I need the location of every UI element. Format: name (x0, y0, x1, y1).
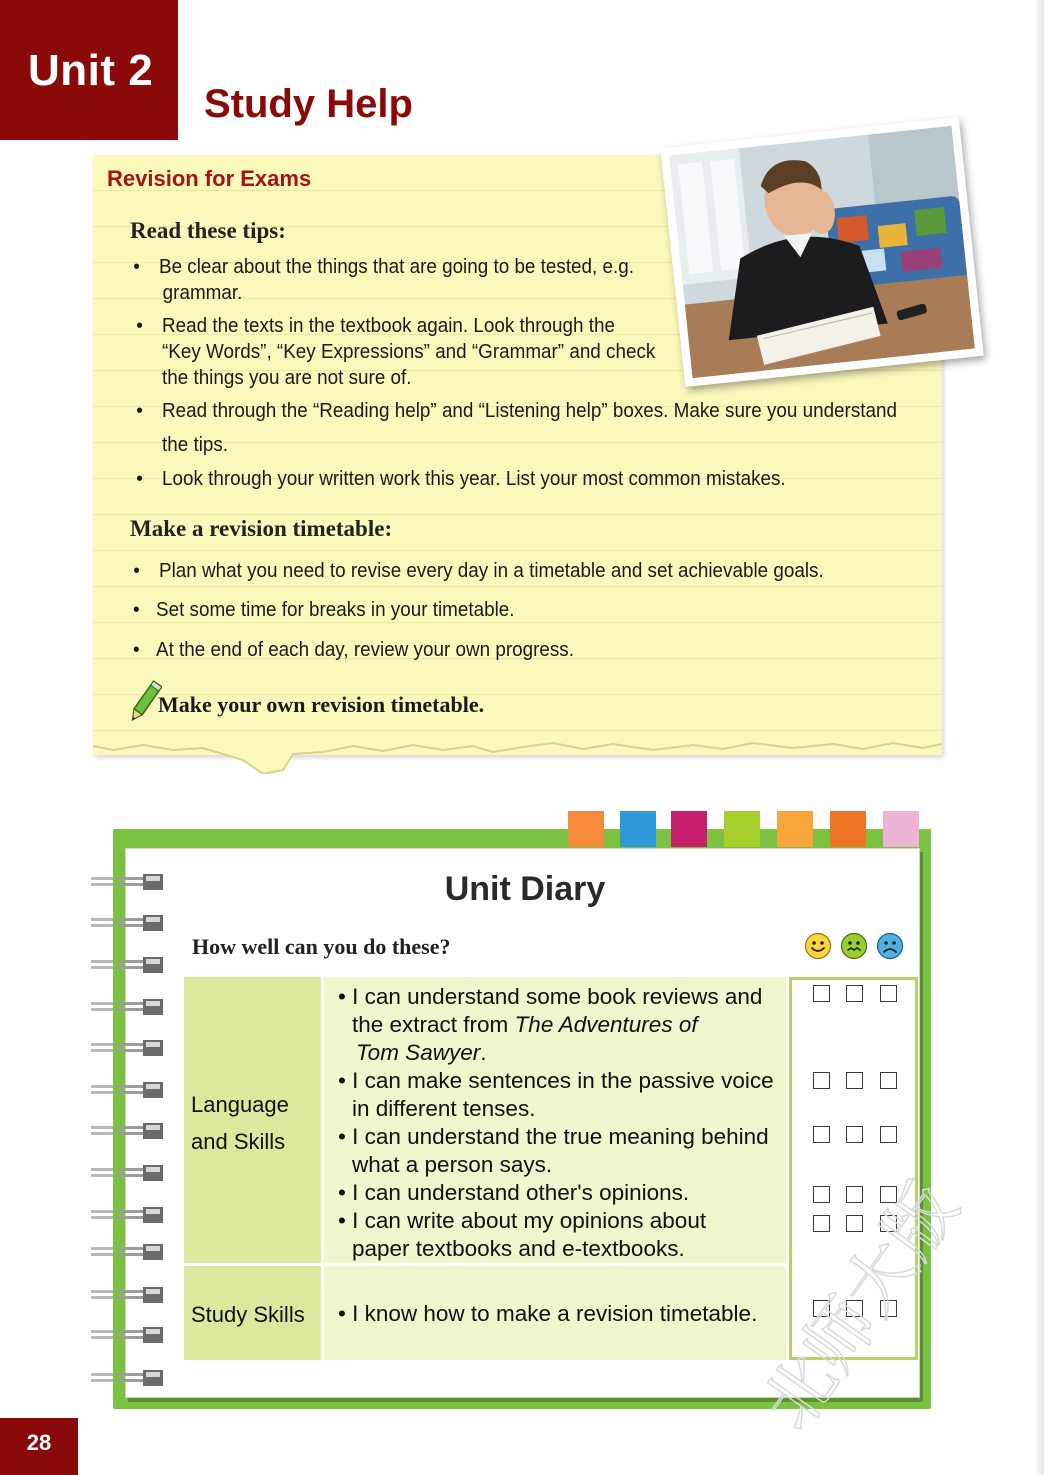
diary-statement (338, 1179, 689, 1207)
tip-item (133, 254, 634, 306)
student-studying-photo (660, 117, 983, 387)
statement-line: • I can write about my opinions about (338, 1208, 707, 1233)
tip-line: the tips. (162, 433, 229, 456)
rating-checkbox[interactable] (880, 985, 897, 1002)
statement-line: paper textbooks and e-textbooks. (352, 1236, 685, 1261)
rating-checkbox[interactable] (813, 1072, 830, 1089)
spiral-ring (91, 955, 165, 975)
color-tab (620, 811, 656, 847)
tip-line: “Key Words”, “Key Expressions” and “Grammar” and check (162, 340, 656, 363)
spiral-ring (91, 997, 165, 1017)
diary-statement (338, 1067, 774, 1123)
diary-statement (338, 1123, 769, 1179)
category-label-language (191, 1086, 289, 1160)
diary-statement (338, 1300, 757, 1328)
statement-line: • I know how to make a revision timetable. (338, 1301, 758, 1326)
spiral-ring (91, 1368, 165, 1388)
spiral-ring (91, 1242, 165, 1262)
spiral-ring (91, 1163, 165, 1183)
unit-tab (0, 0, 178, 140)
tip-item (136, 398, 897, 458)
task-instruction: Make your own revision timetable. (158, 692, 485, 717)
timetable-tip (133, 558, 824, 584)
bullet: • (133, 255, 140, 278)
publisher-watermark (730, 1140, 1044, 1460)
tip-line: Read the texts in the textbook again. Look through the (162, 314, 615, 337)
color-tab (671, 811, 707, 847)
statement-line: • I can understand other's opinions. (338, 1180, 690, 1205)
color-tab (724, 811, 760, 847)
tip-line: Be clear about the things that are going to be tested, e.g. (159, 255, 634, 278)
happy-face-icon (804, 932, 832, 960)
diary-statement (338, 983, 762, 1067)
book-title-text: The Adventures of (514, 1012, 698, 1037)
statement-line: in different tenses. (352, 1096, 536, 1121)
neutral-face-icon (840, 932, 868, 960)
spiral-ring (91, 1205, 165, 1225)
spiral-ring (91, 1285, 165, 1305)
spiral-ring (91, 913, 165, 933)
statement-text: the extract from (352, 1012, 515, 1037)
timetable-heading: Make a revision timetable: (130, 516, 393, 541)
tip-line: Plan what you need to revise every day in a timetable and set achievable goals. (159, 559, 824, 582)
color-tab (777, 811, 813, 847)
tip-line: grammar. (162, 281, 243, 304)
tip-line: Set some time for breaks in your timetable. (156, 598, 515, 621)
category-label-line: Language (191, 1092, 289, 1117)
tip-line: At the end of each day, review your own progress. (156, 638, 574, 661)
color-tab (883, 811, 919, 847)
statement-line: • I can understand the true meaning behind (338, 1124, 769, 1149)
sad-face-icon (876, 932, 904, 960)
rating-checkbox[interactable] (846, 1072, 863, 1089)
bullet: • (133, 559, 140, 582)
tip-item (136, 466, 786, 492)
tip-item (136, 313, 656, 391)
spiral-ring (91, 1080, 165, 1100)
color-tab (568, 811, 604, 847)
spiral-ring (91, 1325, 165, 1345)
bullet: • (136, 467, 143, 490)
category-label-study (191, 1296, 305, 1333)
tip-line: Read through the “Reading help” and “Listening help” boxes. Make sure you understand (162, 399, 897, 422)
tip-line: the things you are not sure of. (162, 366, 412, 389)
bullet: • (133, 598, 140, 621)
category-label-line: Study Skills (191, 1302, 305, 1327)
torn-paper-edge (93, 740, 942, 774)
photo-illustration (669, 126, 975, 378)
statement-line (338, 1011, 762, 1039)
bullet: • (133, 638, 140, 661)
statement-text: . (480, 1040, 487, 1065)
spiral-ring (91, 1038, 165, 1058)
page-title: Study Help (204, 82, 413, 126)
tip-line: Look through your written work this year. List your most common mistakes. (162, 467, 786, 490)
rating-checkbox[interactable] (880, 1072, 897, 1089)
diary-title: Unit Diary (444, 870, 606, 908)
bullet: • (136, 314, 143, 337)
statement-line (338, 1039, 762, 1067)
rating-checkbox[interactable] (846, 985, 863, 1002)
watermark-text: 北师大版 (746, 1168, 975, 1445)
bullet: • (136, 399, 143, 422)
category-label-line: and Skills (191, 1129, 286, 1154)
statement-line: what a person says. (352, 1152, 553, 1177)
spiral-ring (91, 1121, 165, 1141)
timetable-tip (133, 597, 515, 623)
statement-line: • I can understand some book reviews and (338, 984, 763, 1009)
timetable-tip (133, 637, 574, 663)
section-title: Revision for Exams (107, 166, 312, 191)
unit-label: Unit 2 (28, 46, 154, 95)
pencil-icon (128, 678, 162, 726)
rating-checkbox[interactable] (813, 985, 830, 1002)
diary-question: How well can you do these? (192, 934, 451, 959)
spiral-ring (91, 872, 165, 892)
diary-statement (338, 1207, 706, 1263)
color-tab (830, 811, 866, 847)
statement-line: • I can make sentences in the passive voice (338, 1068, 774, 1093)
tips-heading: Read these tips: (130, 218, 286, 243)
page-number: 28 (26, 1430, 52, 1455)
book-title-text: Tom Sawyer (356, 1040, 481, 1065)
